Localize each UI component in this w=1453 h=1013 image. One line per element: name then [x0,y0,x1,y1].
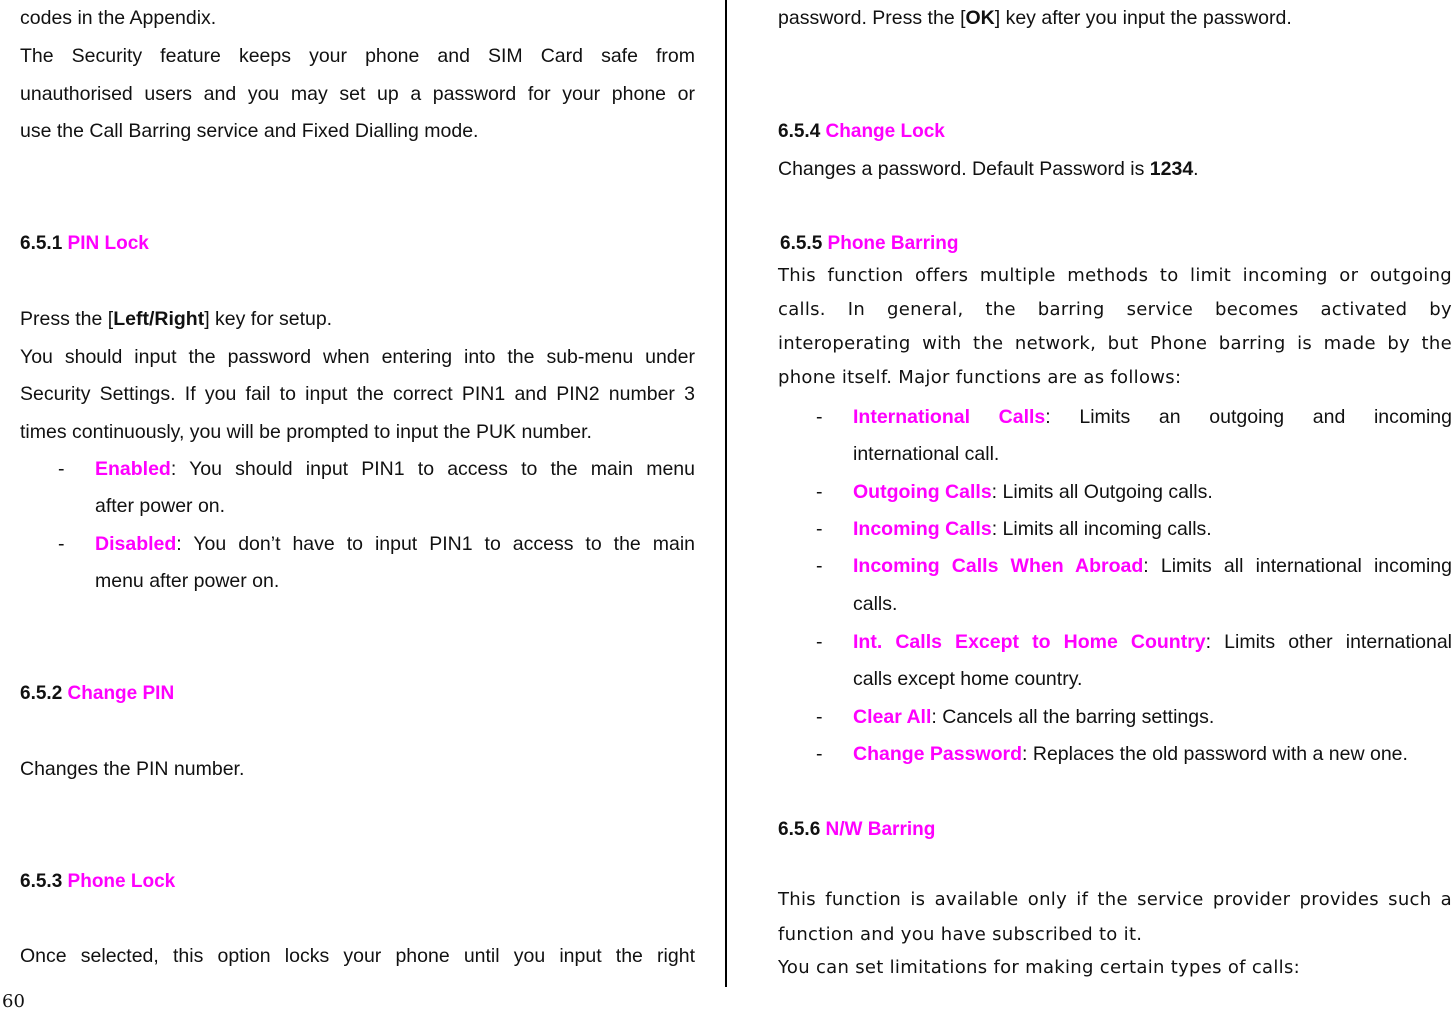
section-number: 6.5.6 [778,819,821,840]
text: password. Press the [ [778,7,966,29]
section-heading-phone-barring [780,232,1452,256]
section-number: 6.5.2 [20,683,63,704]
list-item [95,457,695,481]
list-item-continuation: menu after power on. [95,570,280,592]
section-number: 6.5.4 [778,121,821,142]
section-heading-change-lock [778,120,1452,144]
list-item [95,532,695,556]
item-text: : Limits an outgoing and incoming [1045,406,1452,428]
item-label: Int. Calls Except to Home Country [853,631,1206,653]
section-heading-phone-lock [20,870,695,894]
list-item [853,480,1452,504]
item-text: : Limits all international incoming [1143,555,1452,577]
section-number: 6.5.3 [20,871,63,892]
section-title: N/W Barring [825,819,936,840]
item-label: Incoming Calls When Abroad [853,555,1144,577]
section-heading-change-pin [20,682,695,706]
intro-line: codes in the Appendix. [20,7,217,29]
paragraph-line [20,307,695,331]
list-item-continuation: calls. [853,593,898,615]
text: Changes a password. Default Password is [778,158,1150,180]
page-number: 60 [2,991,25,1012]
list-marker: - [816,518,823,540]
paragraph-line: phone itself. Major functions are as follows: [778,367,1182,388]
paragraph-line: You should input the password when entering into the sub-menu under [20,346,695,368]
section-heading-pin-lock [20,232,695,256]
list-item [853,405,1452,429]
paragraph-line [778,6,1452,30]
item-text: : You should input PIN1 to access to the main menu [170,458,695,480]
section-number: 6.5.5 [780,233,823,254]
text: ] key after you input the password. [994,7,1292,29]
item-label: Outgoing Calls [853,481,992,503]
list-marker: - [816,631,823,653]
list-marker: - [816,555,823,577]
text: Press the [ [20,308,114,330]
section-title: Change Lock [825,121,945,142]
item-label: Change Password [853,743,1023,765]
paragraph-line: calls. In general, the barring service becomes activated by [778,299,1452,320]
item-label: Enabled [95,458,171,480]
intro-line: The Security feature keeps your phone and SIM Card safe from [20,45,695,67]
list-marker: - [816,406,823,428]
list-marker: - [58,458,65,480]
list-marker: - [58,533,65,555]
key-name: Left/Right [113,308,205,330]
paragraph-line: You can set limitations for making certain types of calls: [778,957,1300,978]
column-divider [725,0,727,987]
intro-line: use the Call Barring service and Fixed Dialling mode. [20,120,479,142]
section-number: 6.5.1 [20,233,63,254]
list-item [853,742,1452,766]
list-item [853,630,1452,654]
list-item [853,517,1452,541]
default-password: 1234 [1149,158,1194,180]
list-item [853,554,1452,578]
section-title: PIN Lock [67,233,149,254]
paragraph-line: This function is available only if the service provider provides such a [778,889,1452,910]
text: . [1193,158,1199,180]
item-text: : Limits other international [1205,631,1452,653]
item-text: : You don’t have to input PIN1 to access to the main [176,533,695,555]
item-text: : Limits all Outgoing calls. [991,481,1213,503]
item-label: Incoming Calls [853,518,992,540]
intro-line: unauthorised users and you may set up a password for your phone or [20,83,695,105]
section-heading-nw-barring [778,818,1452,842]
paragraph-line [778,157,1452,181]
paragraph-line: Once selected, this option locks your phone until you input the right [20,945,695,967]
section-title: Phone Barring [827,233,959,254]
paragraph-line: interoperating with the network, but Phone barring is made by the [778,333,1452,354]
section-title: Change PIN [67,683,175,704]
paragraph-line: times continuously, you will be prompted to input the PUK number. [20,421,592,443]
paragraph-line: function and you have subscribed to it. [778,924,1143,945]
list-item-continuation: international call. [853,443,1000,465]
list-item-continuation: calls except home country. [853,668,1083,690]
key-name: OK [965,7,995,29]
list-item-continuation: after power on. [95,495,226,517]
list-marker: - [816,481,823,503]
paragraph-line: Security Settings. If you fail to input the correct PIN1 and PIN2 number 3 [20,383,695,405]
paragraph-line: This function offers multiple methods to limit incoming or outgoing [778,265,1452,286]
paragraph-line: Changes the PIN number. [20,758,245,780]
list-marker: - [816,743,823,765]
text: ] key for setup. [204,308,333,330]
list-item [853,705,1452,729]
section-title: Phone Lock [67,871,176,892]
item-label: International Calls [853,406,1046,428]
list-marker: - [816,706,823,728]
item-text: : Limits all incoming calls. [991,518,1212,540]
item-text: : Replaces the old password with a new one. [1022,743,1408,765]
item-label: Clear All [853,706,932,728]
item-label: Disabled [95,533,177,555]
item-text: : Cancels all the barring settings. [931,706,1215,728]
